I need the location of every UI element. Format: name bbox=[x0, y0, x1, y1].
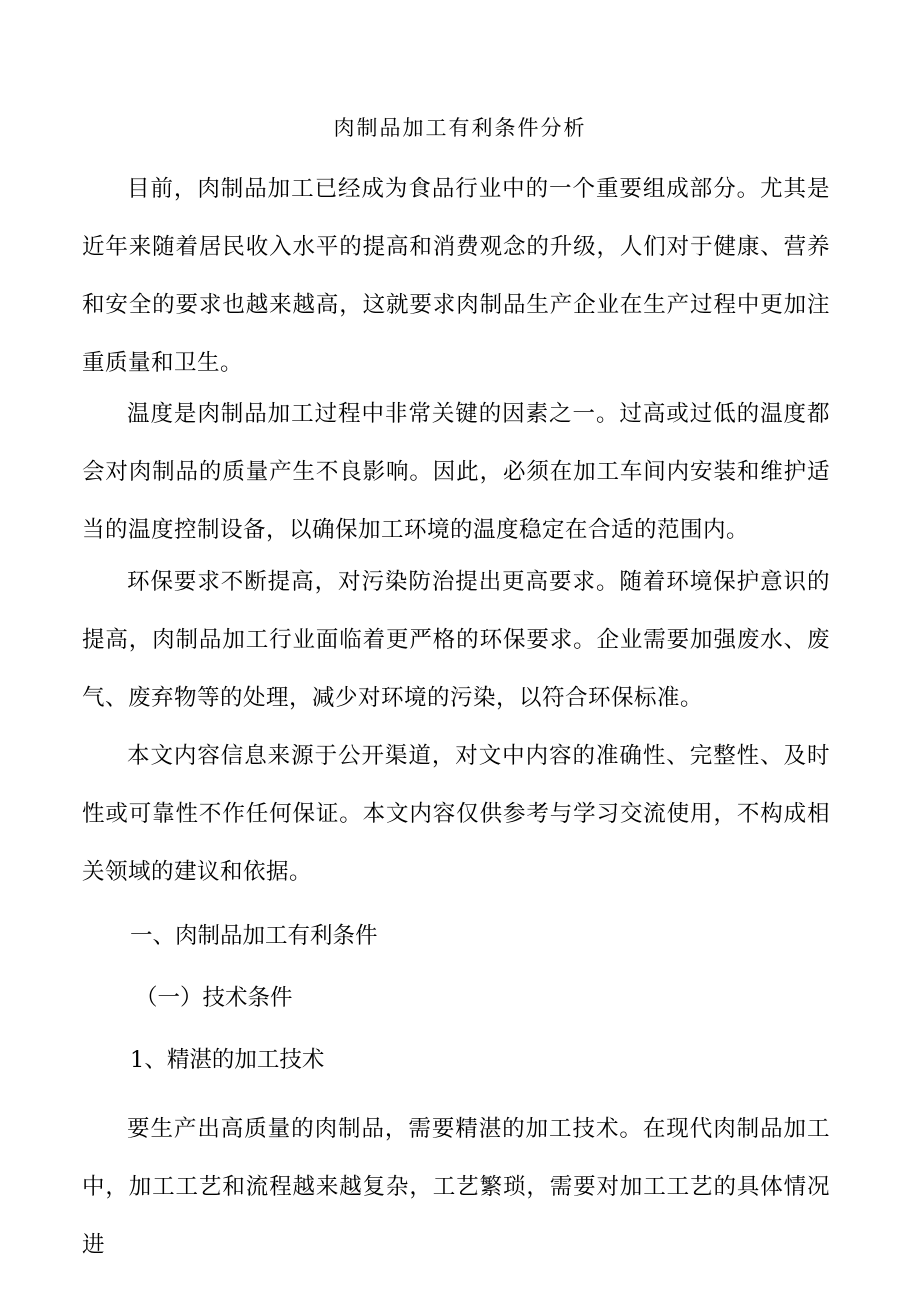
subsection-heading: （一）技术条件 bbox=[135, 985, 293, 1011]
paragraph-environment: 环保要求不断提高，对污染防治提出更高要求。随着环境保护意识的提高，肉制品加工行业面临着更严格的环保要求。企业需要加强废水、废气、废弃物等的处理，减少对环境的污染，以符合环保标准。 bbox=[82, 569, 830, 711]
item-heading: 1、精湛的加工技术 bbox=[130, 1047, 325, 1073]
paragraph-temperature: 温度是肉制品加工过程中非常关键的因素之一。过高或过低的温度都会对肉制品的质量产生不良影响。因此，必须在加工车间内安装和维护适当的温度控制设备，以确保加工环境的温度稳定在合适的范围内。 bbox=[82, 401, 830, 543]
section-heading: 一、肉制品加工有利条件 bbox=[130, 923, 378, 949]
paragraph-technique: 要生产出高质量的肉制品，需要精湛的加工技术。在现代肉制品加工中，加工工艺和流程越来越复杂，工艺繁琐，需要对加工工艺的具体情况进 bbox=[82, 1116, 830, 1258]
paragraph-intro: 目前，肉制品加工已经成为食品行业中的一个重要组成部分。尤其是近年来随着居民收入水平的提高和消费观念的升级，人们对于健康、营养和安全的要求也越来越高，这就要求肉制品生产企业在生产过程中更加注重质量和卫生。 bbox=[82, 176, 830, 376]
paragraph-disclaimer: 本文内容信息来源于公开渠道，对文中内容的准确性、完整性、及时性或可靠性不作任何保证。本文内容仅供参考与学习交流使用，不构成相关领域的建议和依据。 bbox=[82, 743, 830, 885]
document-title: 肉制品加工有利条件分析 bbox=[333, 116, 587, 140]
